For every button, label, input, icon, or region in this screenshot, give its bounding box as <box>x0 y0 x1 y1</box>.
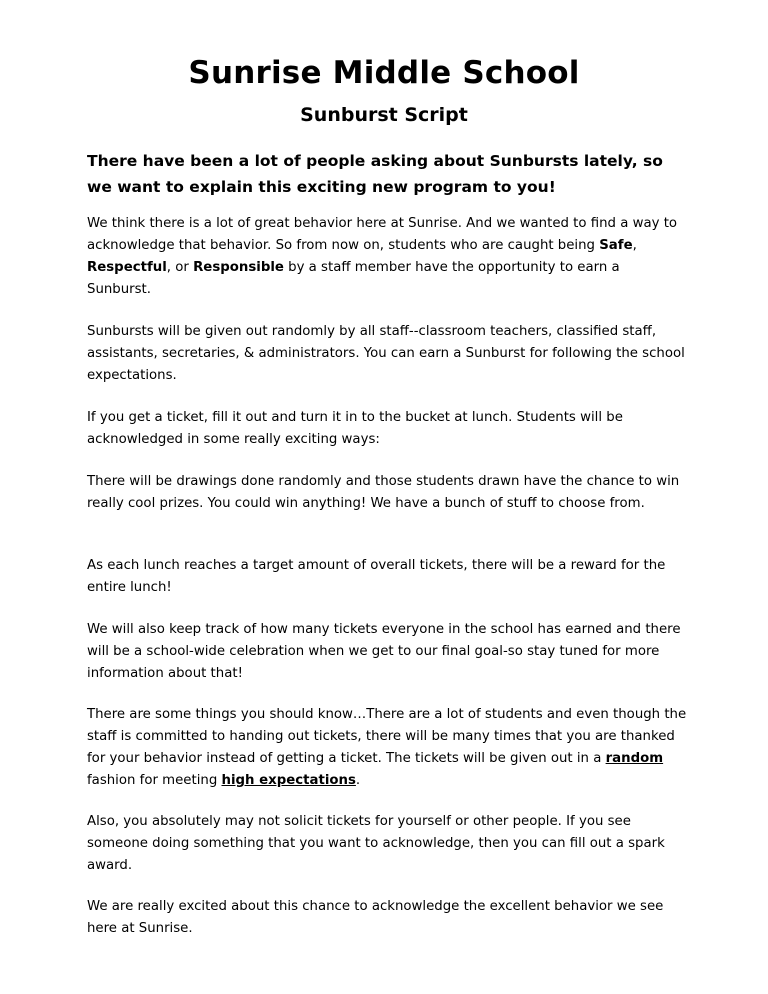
paragraph-staff: Sunbursts will be given out randomly by all staff--classroom teachers, classified staff, assistants, secretaries, & administrators. You can earn a Sunburst for following the school expectations. <box>87 324 685 383</box>
keyword-high-expectations: high expectations <box>221 773 356 788</box>
page-title: Sunrise Middle School <box>188 55 580 91</box>
separator: , <box>632 238 637 253</box>
paragraph-things-to-know <box>87 704 687 792</box>
paragraph-text: . <box>355 773 361 788</box>
keyword-respectful: Respectful <box>87 260 167 275</box>
separator: , or <box>166 260 194 275</box>
paragraph-text: We think there is a lot of great behavior here at Sunrise. And we wanted to find a way to acknowledge that behavior. So from now on, students who are caught being <box>87 216 678 253</box>
paragraph-ticket: If you get a ticket, fill it out and turn it in to the bucket at lunch. Students will be acknowledged in some really exciting ways: <box>87 410 623 447</box>
paragraph-celebration: We will also keep track of how many tickets everyone in the school has earned and there will be a school-wide celebration when we get to our final goal-so stay tuned for more information about that! <box>87 622 681 681</box>
page-subtitle: Sunburst Script <box>300 104 468 126</box>
paragraph-text: by a staff member have the opportunity to earn a Sunburst. <box>87 260 620 297</box>
paragraph-lunch-reward: As each lunch reaches a target amount of overall tickets, there will be a reward for the entire lunch! <box>87 558 666 595</box>
paragraph-drawings: There will be drawings done randomly and those students drawn have the chance to win really cool prizes. You could win anything! We have a bunch of stuff to choose from. <box>87 474 680 511</box>
keyword-safe: Safe <box>599 238 633 253</box>
paragraph-solicit: Also, you absolutely may not solicit tickets for yourself or other people. If you see someone doing something that you want to acknowledge, then you can fill out a spark award. <box>87 814 665 873</box>
keyword-responsible: Responsible <box>193 260 284 275</box>
paragraph-behavior <box>87 213 687 301</box>
paragraph-text: There are some things you should know…There are a lot of students and even though the staff is committed to handing out tickets, there will be many times that you are thanked for your behavior instead of getting a ticket. The tickets will be given out in a <box>87 707 687 766</box>
paragraph-closing: We are really excited about this chance to acknowledge the excellent behavior we see here at Sunrise. <box>87 899 664 936</box>
keyword-random: random <box>605 751 664 766</box>
paragraph-text: fashion for meeting <box>87 773 222 788</box>
intro-paragraph: There have been a lot of people asking about Sunbursts lately, so we want to explain this exciting new program to you! <box>87 152 663 196</box>
